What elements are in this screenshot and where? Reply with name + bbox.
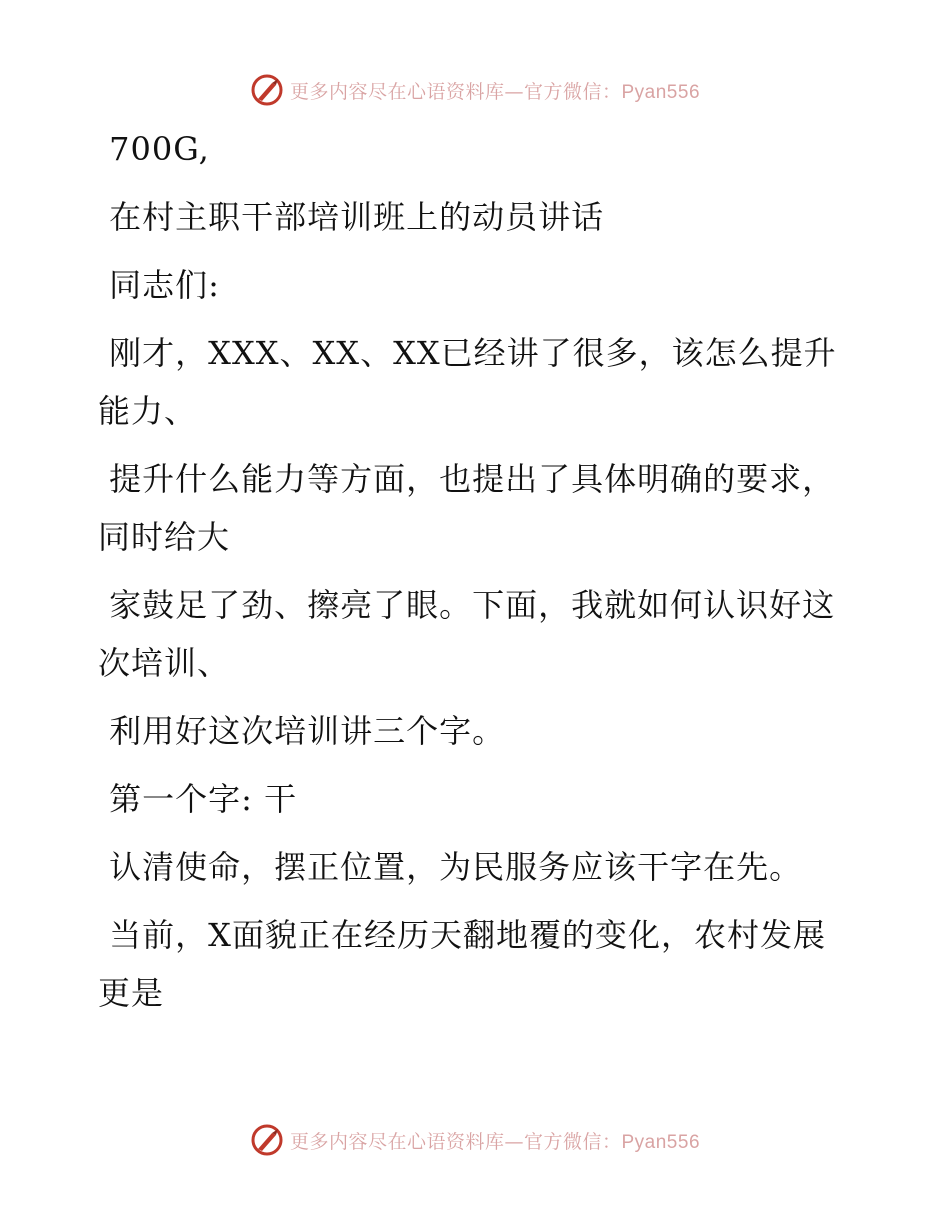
footer-banner xyxy=(0,1120,950,1160)
paragraph-title: 在村主职干部培训班上的动员讲话 xyxy=(98,198,605,236)
paragraph-encouragement: 家鼓足了劲、擦亮了眼。下面，我就如何认识好这次培训、 xyxy=(98,586,836,682)
header-wechat-id: Pyan556 xyxy=(621,81,701,103)
paragraph-requirements: 提升什么能力等方面，也提出了具体明确的要求，同时给大 xyxy=(98,460,836,556)
paragraph-mission: 认清使命，摆正位置，为民服务应该干字在先。 xyxy=(98,848,803,886)
quill-logo-icon xyxy=(250,1123,284,1157)
quill-logo-icon xyxy=(250,73,284,107)
footer-banner-text xyxy=(290,1127,700,1154)
paragraph-first-word-heading: 第一个字: 干 xyxy=(98,780,298,818)
paragraph-three-words: 利用好这次培训讲三个字。 xyxy=(98,712,506,750)
document-body xyxy=(98,120,858,1022)
header-banner xyxy=(0,70,950,110)
paragraph-salutation: 同志们: xyxy=(98,266,220,304)
header-banner-label: 更多内容尽在心语资料库—官方微信： xyxy=(289,80,622,103)
paragraph-current-situation: 当前，X面貌正在经历天翻地覆的变化，农村发展更是 xyxy=(98,916,826,1012)
header-banner-text xyxy=(290,77,700,104)
footer-banner-label: 更多内容尽在心语资料库—官方微信： xyxy=(289,1130,622,1153)
paragraph-intro: 刚才，XXX、XX、XX已经讲了很多，该怎么提升能力、 xyxy=(98,334,837,430)
footer-wechat-id: Pyan556 xyxy=(621,1131,701,1153)
paragraph-doc-code: 700G, xyxy=(98,130,210,168)
